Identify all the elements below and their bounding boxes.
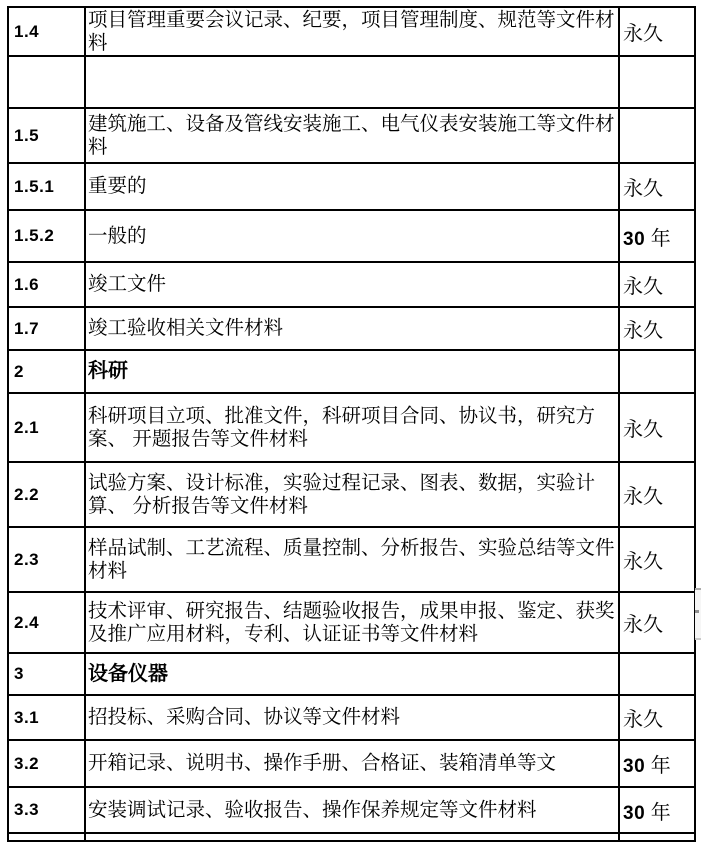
table-row [8,210,695,262]
table-row [8,527,695,592]
row-number-cell: 3.1 [8,695,85,740]
vertical-scrollbar-thumb[interactable] [695,588,701,640]
retention-period-cell: 永久 [619,307,695,350]
row-number-cell: 1.7 [8,307,85,350]
row-number-cell: 3.2 [8,740,85,787]
table-row [8,56,695,108]
retention-period-cell [619,350,695,393]
table-row [8,787,695,833]
row-number-cell: 1.6 [8,262,85,307]
retention-period-cell: 永久 [619,462,695,527]
retention-period-cell: 永久 [619,393,695,462]
retention-period-cell [619,653,695,695]
retention-period-cell: 永久 [619,592,695,653]
retention-period-cell [619,833,695,841]
description-cell: 开箱记录、说明书、操作手册、合格证、装箱清单等文 [85,740,619,787]
retention-period-cell [619,56,695,108]
retention-period-cell: 永久 [619,695,695,740]
retention-period-cell: 永久 [619,527,695,592]
row-number-cell: 2.1 [8,393,85,462]
description-cell: 招投标、采购合同、协议等文件材料 [85,695,619,740]
row-number-cell [8,56,85,108]
retention-period-cell: 永久 [619,262,695,307]
row-number-cell: 2.4 [8,592,85,653]
description-cell: 一般的 [85,210,619,262]
retention-period-cell: 永久 [619,163,695,210]
row-number-cell: 2 [8,350,85,393]
description-cell: 竣工验收相关文件材料 [85,307,619,350]
table-row [8,7,695,56]
retention-schedule-table [7,6,696,842]
table-row [8,393,695,462]
scrollbar-dash-icon [695,610,699,613]
description-cell [85,56,619,108]
description-cell: 科研 [85,350,619,393]
retention-period-cell: 30 年 [619,740,695,787]
table-row [8,592,695,653]
row-number-cell: 2.2 [8,462,85,527]
description-cell: 建筑施工、设备及管线安装施工、电气仪表安装施工等文件材 料 [85,108,619,163]
retention-table-body [8,7,695,841]
row-number-cell: 2.3 [8,527,85,592]
table-row [8,653,695,695]
table-row [8,833,695,841]
description-cell: 试验方案、设计标准，实验过程记录、图表、数据，实验计算、 分析报告等文件材料 [85,462,619,527]
description-cell: 重要的 [85,163,619,210]
table-row [8,108,695,163]
row-number-cell: 1.5.2 [8,210,85,262]
description-cell [85,833,619,841]
description-cell: 安装调试记录、验收报告、操作保养规定等文件材料 [85,787,619,833]
description-cell: 项目管理重要会议记录、纪要，项目管理制度、规范等文件材 料 [85,7,619,56]
retention-period-cell [619,108,695,163]
retention-period-cell: 30 年 [619,210,695,262]
table-row [8,262,695,307]
table-row [8,163,695,210]
row-number-cell: 1.5 [8,108,85,163]
table-row [8,350,695,393]
row-number-cell: 3 [8,653,85,695]
row-number-cell: 1.5.1 [8,163,85,210]
table-row [8,307,695,350]
table-row [8,695,695,740]
description-cell: 设备仪器 [85,653,619,695]
description-cell: 技术评审、研究报告、结题验收报告，成果申报、鉴定、获奖 及推广应用材料，专利、认证证书等文件材料 [85,592,619,653]
table-row [8,462,695,527]
retention-period-cell: 永久 [619,7,695,56]
row-number-cell: 3.3 [8,787,85,833]
description-cell: 竣工文件 [85,262,619,307]
description-cell: 科研项目立项、批准文件，科研项目合同、协议书，研究方案、 开题报告等文件材料 [85,393,619,462]
table-row [8,740,695,787]
retention-period-cell: 30 年 [619,787,695,833]
description-cell: 样品试制、工艺流程、质量控制、分析报告、实验总结等文件 材料 [85,527,619,592]
row-number-cell: 1.4 [8,7,85,56]
row-number-cell [8,833,85,841]
